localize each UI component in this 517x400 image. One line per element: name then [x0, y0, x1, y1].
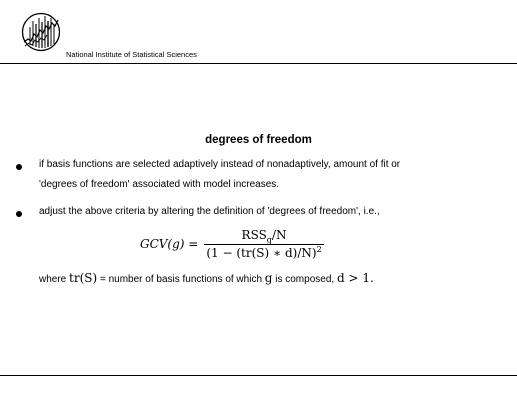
bullet-marker	[16, 211, 23, 218]
bullet-1-line-1: if basis functions are selected adaptively instead of nonadaptively, amount of fit or	[39, 159, 401, 170]
institute-logo	[21, 12, 61, 54]
institute-name: National Institute of Statistical Sciences	[66, 50, 197, 59]
where-middle: = number of basis functions of which	[99, 274, 262, 285]
footer-divider	[0, 375, 517, 376]
formula-fraction	[204, 228, 323, 261]
bullet-marker	[16, 164, 23, 171]
variable-g: g	[264, 271, 273, 285]
bullet-1-line-2: 'degrees of freedom' associated with model increases.	[39, 179, 280, 190]
where-line	[39, 271, 374, 287]
header-divider	[0, 63, 517, 64]
where-prefix: where	[39, 274, 67, 285]
condition-expression: d > 1.	[336, 271, 374, 285]
slide-title: degrees of freedom	[205, 134, 312, 146]
formula-lhs: GCV(g) =	[140, 237, 199, 251]
gcv-formula	[140, 224, 324, 264]
logo-graph-icon	[21, 12, 61, 54]
formula-numerator: $RSS_g/N$	[241, 227, 287, 244]
where-suffix: is composed,	[275, 274, 335, 285]
formula-denominator: (1 − (tr(S) ∗ d)/N)$^2$	[206, 244, 322, 260]
bullet-dot	[16, 164, 22, 170]
trace-expression: tr(S)	[69, 271, 98, 285]
bullet-dot	[16, 211, 22, 217]
bullet-2-line-1: adjust the above criteria by altering the definition of 'degrees of freedom', i.e.,	[39, 206, 380, 217]
